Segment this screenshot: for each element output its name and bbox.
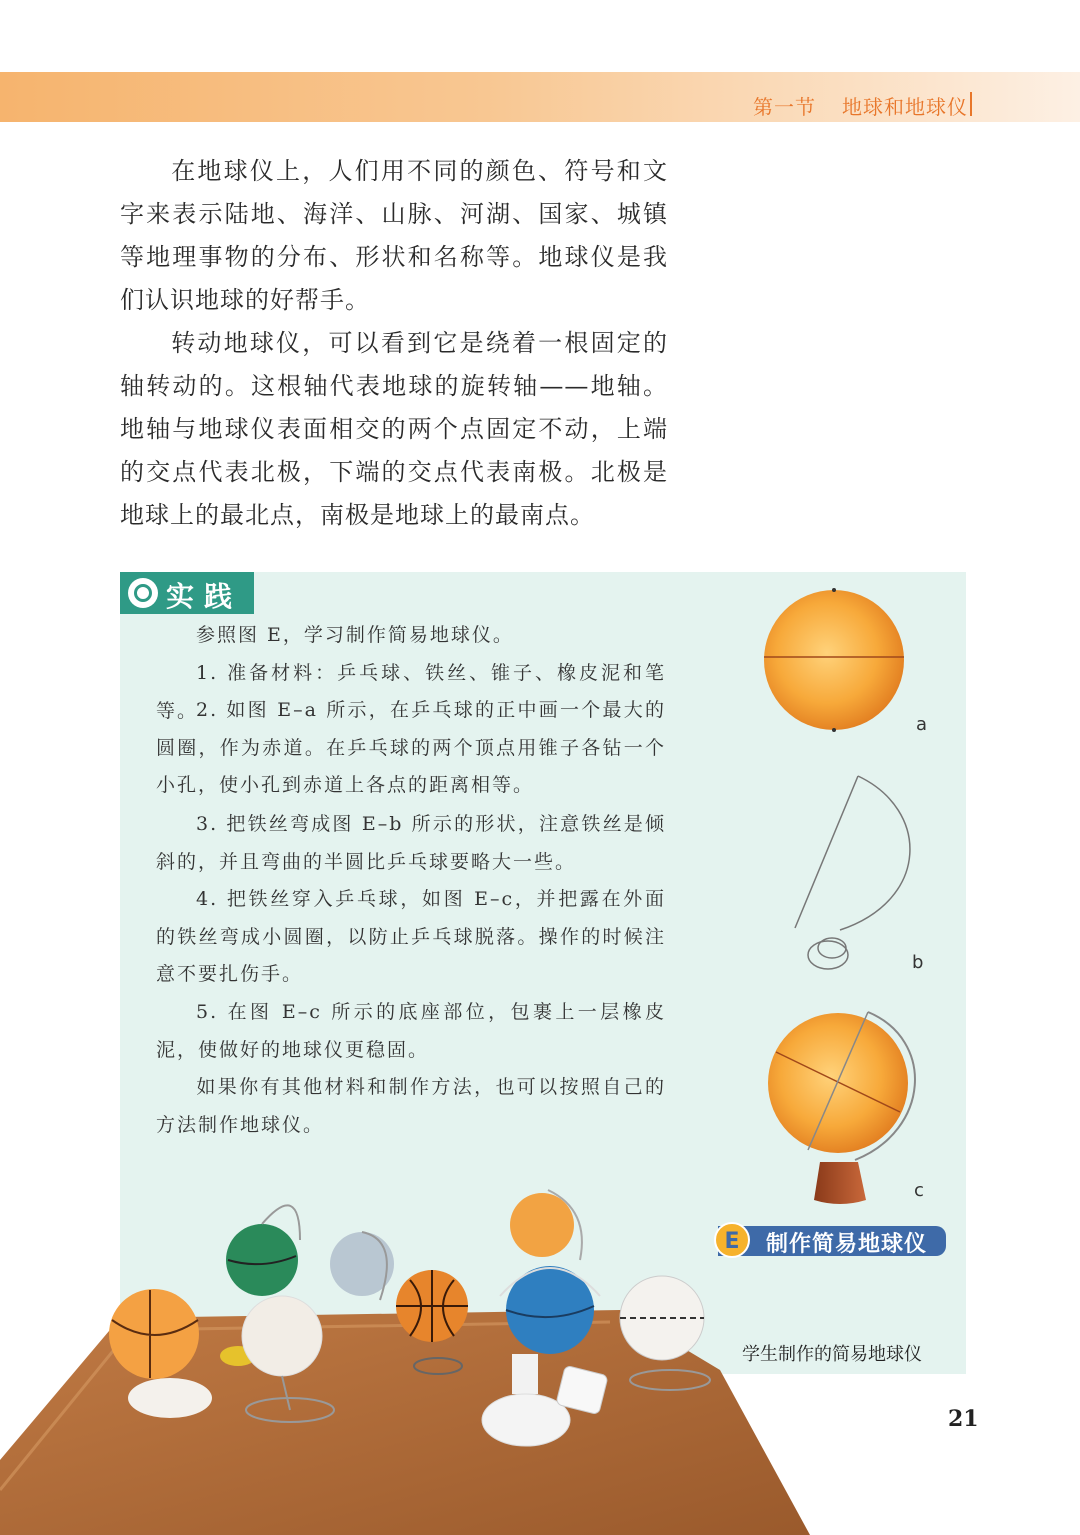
practice-intro-text: 参照图 E，学习制作简易地球仪。 bbox=[196, 624, 514, 646]
practice-closing-text: 如果你有其他材料和制作方法，也可以按照自己的方法制作地球仪。 bbox=[156, 1076, 666, 1136]
figure-a-label: a bbox=[916, 714, 928, 735]
figure-c-label: c bbox=[914, 1180, 924, 1201]
practice-step-4-text: 4. 把铁丝穿入乒乓球，如图 E–c，并把露在外面的铁丝弯成小圆圈，以防止乒乓球脱落。操作的时候注意不要扎伤手。 bbox=[156, 888, 666, 985]
figure-b-wire bbox=[795, 776, 910, 969]
figure-e-caption bbox=[718, 1226, 946, 1256]
practice-step-2-text: 2. 如图 E–a 所示，在乒乓球的正中画一个最大的圆圈，作为赤道。在乒乓球的两个顶点用锥子各钻一个小孔，使小孔到赤道上各点的距离相等。 bbox=[156, 699, 666, 796]
photo-caption: 学生制作的简易地球仪 bbox=[742, 1344, 922, 1365]
practice-label: 实践 bbox=[166, 580, 243, 613]
section-number: 第一节 bbox=[753, 95, 816, 119]
paragraph-1-text: 在地球仪上，人们用不同的颜色、符号和文字来表示陆地、海洋、山脉、河湖、国家、城镇等地理事物的分布、形状和名称等。地球仪是我们认识地球的好帮手。 bbox=[120, 157, 668, 314]
page-number: 21 bbox=[948, 1406, 979, 1432]
figure-e-letter: E bbox=[714, 1222, 750, 1258]
practice-step-3-text: 3. 把铁丝弯成图 E–b 所示的形状，注意铁丝是倾斜的，并且弯曲的半圆比乒乓球要略大一些。 bbox=[156, 813, 666, 873]
practice-step-1-text: 1. 准备材料：乒乓球、铁丝、锥子、橡皮泥和笔等。 bbox=[156, 662, 666, 722]
figure-b-label: b bbox=[912, 952, 924, 973]
section-title: 地球和地球仪 bbox=[842, 95, 968, 119]
figure-c-globe bbox=[768, 1012, 915, 1204]
student-globes-photo bbox=[0, 1190, 810, 1535]
paragraph-2-text: 转动地球仪，可以看到它是绕着一根固定的轴转动的。这根轴代表地球的旋转轴——地轴。地轴与地球仪表面相交的两个点固定不动，上端的交点代表北极，下端的交点代表南极。北极是地球上的最北点，南极是地球上的最南点。 bbox=[120, 329, 668, 529]
figure-a-ball bbox=[764, 588, 904, 732]
figure-e-title: 制作简易地球仪 bbox=[766, 1232, 928, 1257]
practice-step-5-text: 5. 在图 E–c 所示的底座部位，包裹上一层橡皮泥，使做好的地球仪更稳固。 bbox=[156, 1001, 666, 1061]
